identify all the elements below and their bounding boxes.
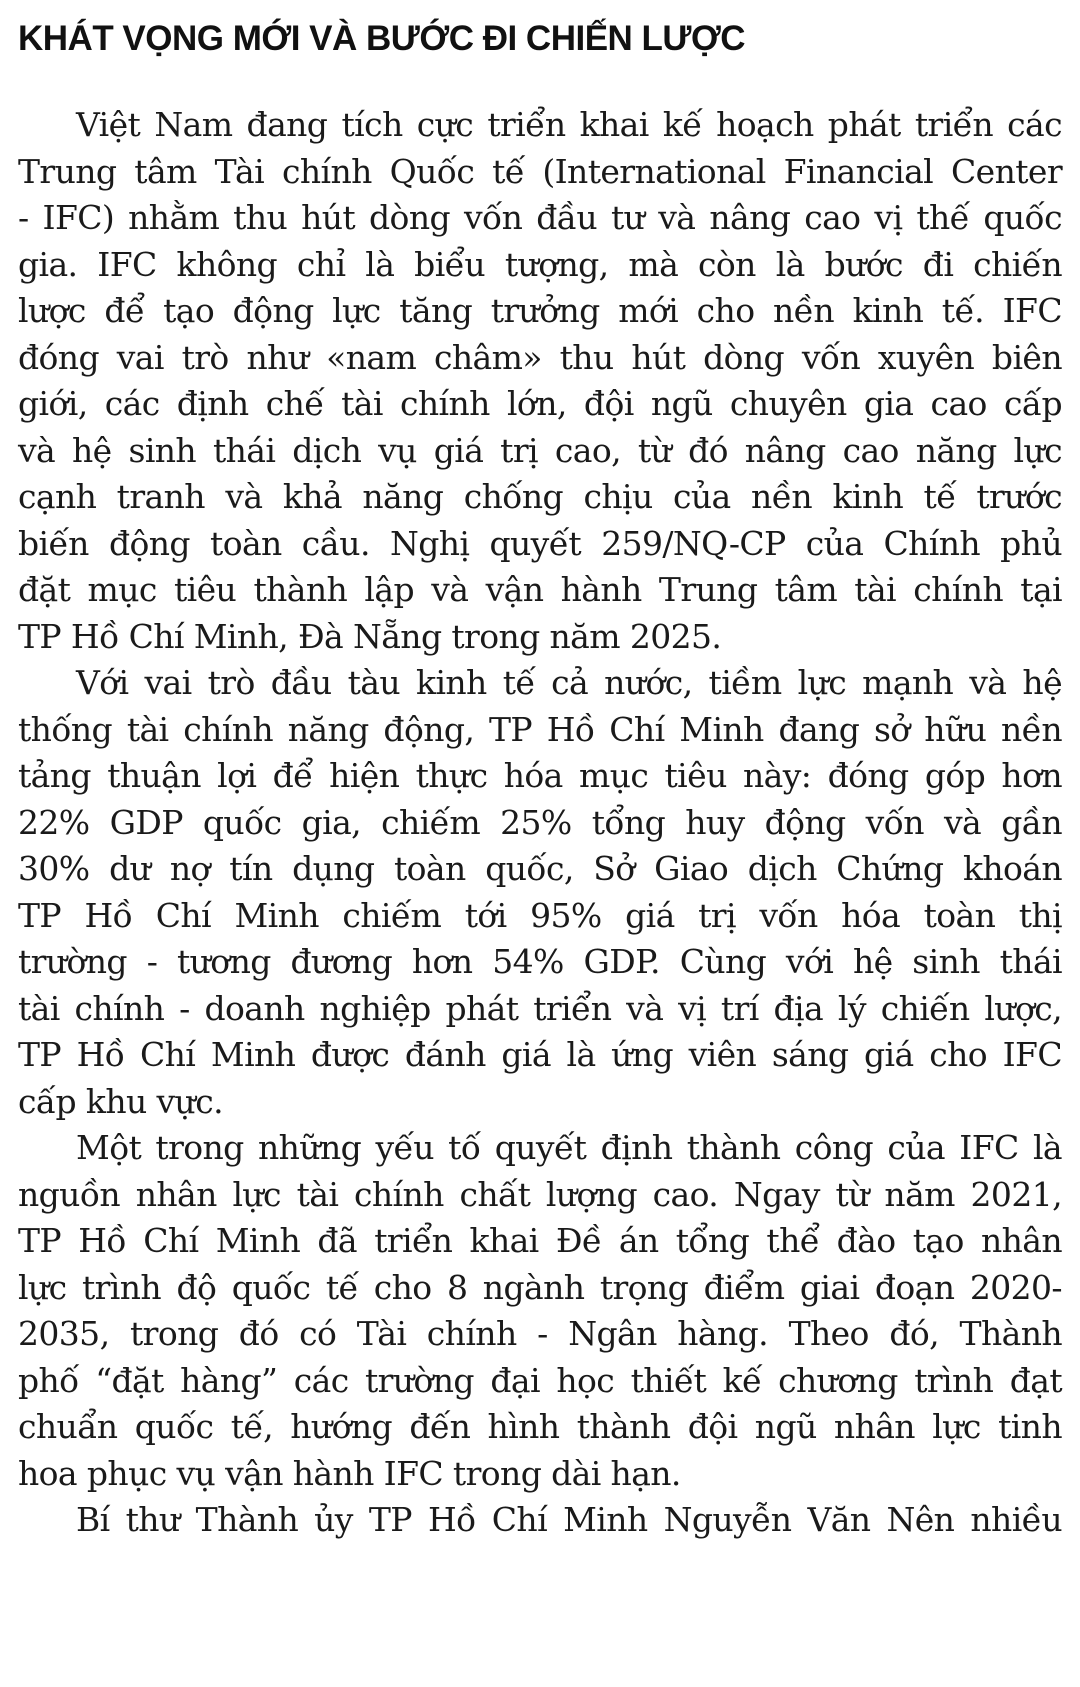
paragraph-party-secretary — [18, 1497, 1062, 1544]
paragraph-hcmc-potential — [18, 660, 1062, 1125]
text-line: hoa phục vụ vận hành IFC trong dài hạn. — [18, 1453, 681, 1493]
text-line: Với vai trò đầu tàu kinh tế cả nước, tiềm lực mạnh và hệ — [76, 663, 1062, 702]
text-line: biến động toàn cầu. Nghị quyết 259/NQ-CP của Chính phủ — [18, 523, 1062, 563]
text-line: Bí thư Thành ủy TP Hồ Chí Minh Nguyễn Văn Nên nhiều — [76, 1500, 1062, 1539]
text-line: lực trình độ quốc tế cho 8 ngành trọng điểm giai đoạn 2020- — [18, 1267, 1062, 1307]
text-line: TP Hồ Chí Minh đã triển khai Đề án tổng thể đào tạo nhân — [18, 1221, 1062, 1260]
text-line: Việt Nam đang tích cực triển khai kế hoạch phát triển các — [76, 105, 1062, 144]
text-line: đóng vai trò như «nam châm» thu hút dòng vốn xuyên biên — [18, 337, 1062, 377]
text-line: tảng thuận lợi để hiện thực hóa mục tiêu này: đóng góp hơn — [18, 756, 1062, 795]
text-line: 22% GDP quốc gia, chiếm 25% tổng huy động vốn và gần — [18, 802, 1062, 842]
text-line: Trung tâm Tài chính Quốc tế (International Financial Center — [18, 151, 1062, 191]
text-line: tài chính - doanh nghiệp phát triển và vị trí địa lý chiến lược, — [18, 988, 1062, 1028]
paragraph-human-resources — [18, 1125, 1062, 1497]
text-line: chuẩn quốc tế, hướng đến hình thành đội ngũ nhân lực tinh — [18, 1407, 1062, 1446]
article-body — [18, 102, 1062, 1544]
text-line: giới, các định chế tài chính lớn, đội ngũ chuyên gia cao cấp — [18, 384, 1062, 423]
text-line: - IFC) nhằm thu hút dòng vốn đầu tư và nâng cao vị thế quốc — [18, 198, 1062, 237]
text-line: lược để tạo động lực tăng trưởng mới cho nền kinh tế. IFC — [18, 291, 1062, 330]
text-line: đặt mục tiêu thành lập và vận hành Trung tâm tài chính tại — [18, 570, 1062, 609]
text-line: và hệ sinh thái dịch vụ giá trị cao, từ đó nâng cao năng lực — [18, 430, 1062, 470]
text-line: Một trong những yếu tố quyết định thành công của IFC là — [76, 1128, 1062, 1167]
text-line: phố “đặt hàng” các trường đại học thiết kế chương trình đạt — [18, 1360, 1062, 1400]
text-line: TP Hồ Chí Minh được đánh giá là ứng viên sáng giá cho IFC — [18, 1035, 1062, 1074]
text-line: thống tài chính năng động, TP Hồ Chí Minh đang sở hữu nền — [18, 709, 1062, 749]
text-line: nguồn nhân lực tài chính chất lượng cao. Ngay từ năm 2021, — [18, 1174, 1062, 1214]
paragraph-ifc-intro — [18, 102, 1062, 660]
text-line: 2035, trong đó có Tài chính - Ngân hàng. Theo đó, Thành — [18, 1314, 1062, 1353]
text-line: cạnh tranh và khả năng chống chịu của nền kinh tế trước — [18, 477, 1062, 516]
text-line: 30% dư nợ tín dụng toàn quốc, Sở Giao dịch Chứng khoán — [18, 849, 1062, 888]
text-line: trường - tương đương hơn 54% GDP. Cùng với hệ sinh thái — [18, 942, 1062, 981]
article — [18, 0, 1062, 1544]
text-line: gia. IFC không chỉ là biểu tượng, mà còn là bước đi chiến — [18, 244, 1062, 284]
article-heading: KHÁT VỌNG MỚI VÀ BƯỚC ĐI CHIẾN LƯỢC — [18, 19, 746, 58]
text-line: TP Hồ Chí Minh, Đà Nẵng trong năm 2025. — [18, 616, 722, 656]
text-line: cấp khu vực. — [18, 1081, 223, 1121]
text-line: TP Hồ Chí Minh chiếm tới 95% giá trị vốn hóa toàn thị — [18, 895, 1062, 935]
